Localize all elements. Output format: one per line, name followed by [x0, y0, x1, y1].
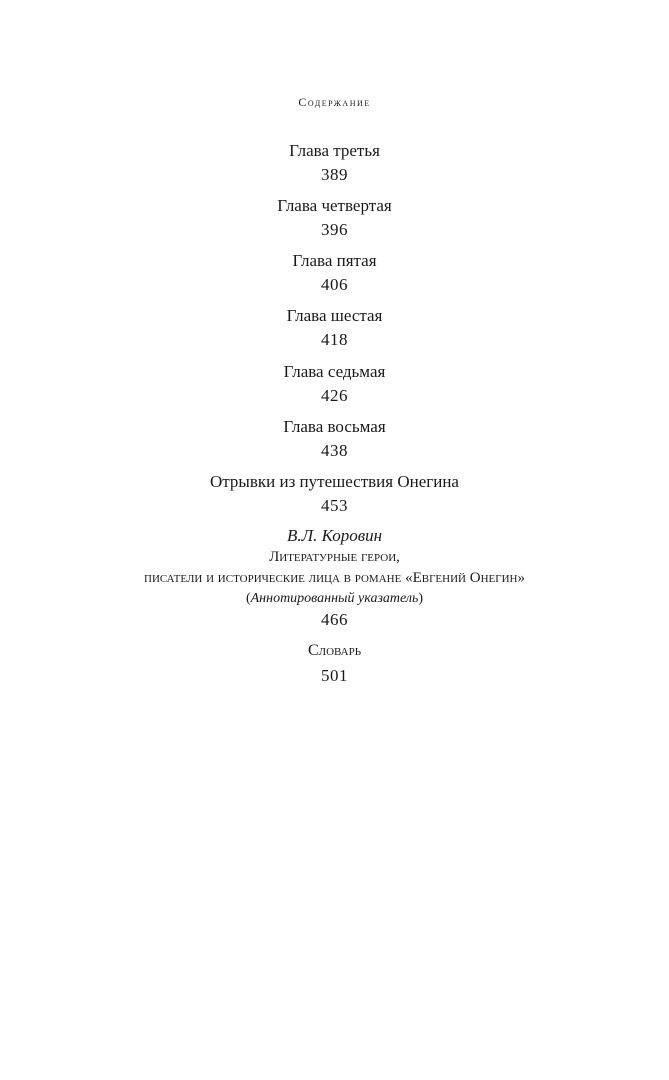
toc-entry-page: 453	[321, 496, 348, 515]
toc-entry-title: Глава пятая	[292, 251, 377, 270]
note-text: Аннотированный указатель	[250, 591, 419, 606]
dictionary-title: Словарь	[307, 642, 362, 659]
toc-entry-page: 438	[321, 441, 348, 460]
toc-entry-page: 389	[321, 165, 348, 184]
article-page: 466	[321, 610, 348, 629]
toc-entry-title: Глава четвертая	[277, 196, 392, 215]
toc-entry-title: Глава третья	[289, 141, 380, 160]
article-note	[0, 589, 669, 609]
note-close-paren: )	[418, 591, 424, 606]
toc-entry-title: Глава восьмая	[283, 417, 386, 436]
note-open-paren: (	[245, 591, 251, 606]
article-title-line-1: Литературные герои,	[269, 549, 400, 565]
toc-entry-page: 396	[321, 220, 348, 239]
running-header: Содержание	[298, 95, 371, 109]
toc-entry-title: Отрывки из путешествия Онегина	[210, 472, 459, 491]
toc-entry-page: 406	[321, 275, 348, 294]
toc-entry-title: Глава седьмая	[283, 362, 386, 381]
toc-entry-page: 418	[321, 330, 348, 349]
article-title-line-2: писатели и исторические лица в романе «Евгений Онегин»	[144, 570, 525, 586]
toc-entry-title: Глава шестая	[286, 306, 383, 325]
dictionary-page: 501	[321, 666, 348, 685]
article-author: В.Л. Коровин	[286, 526, 383, 545]
toc-entry-page: 426	[321, 386, 348, 405]
